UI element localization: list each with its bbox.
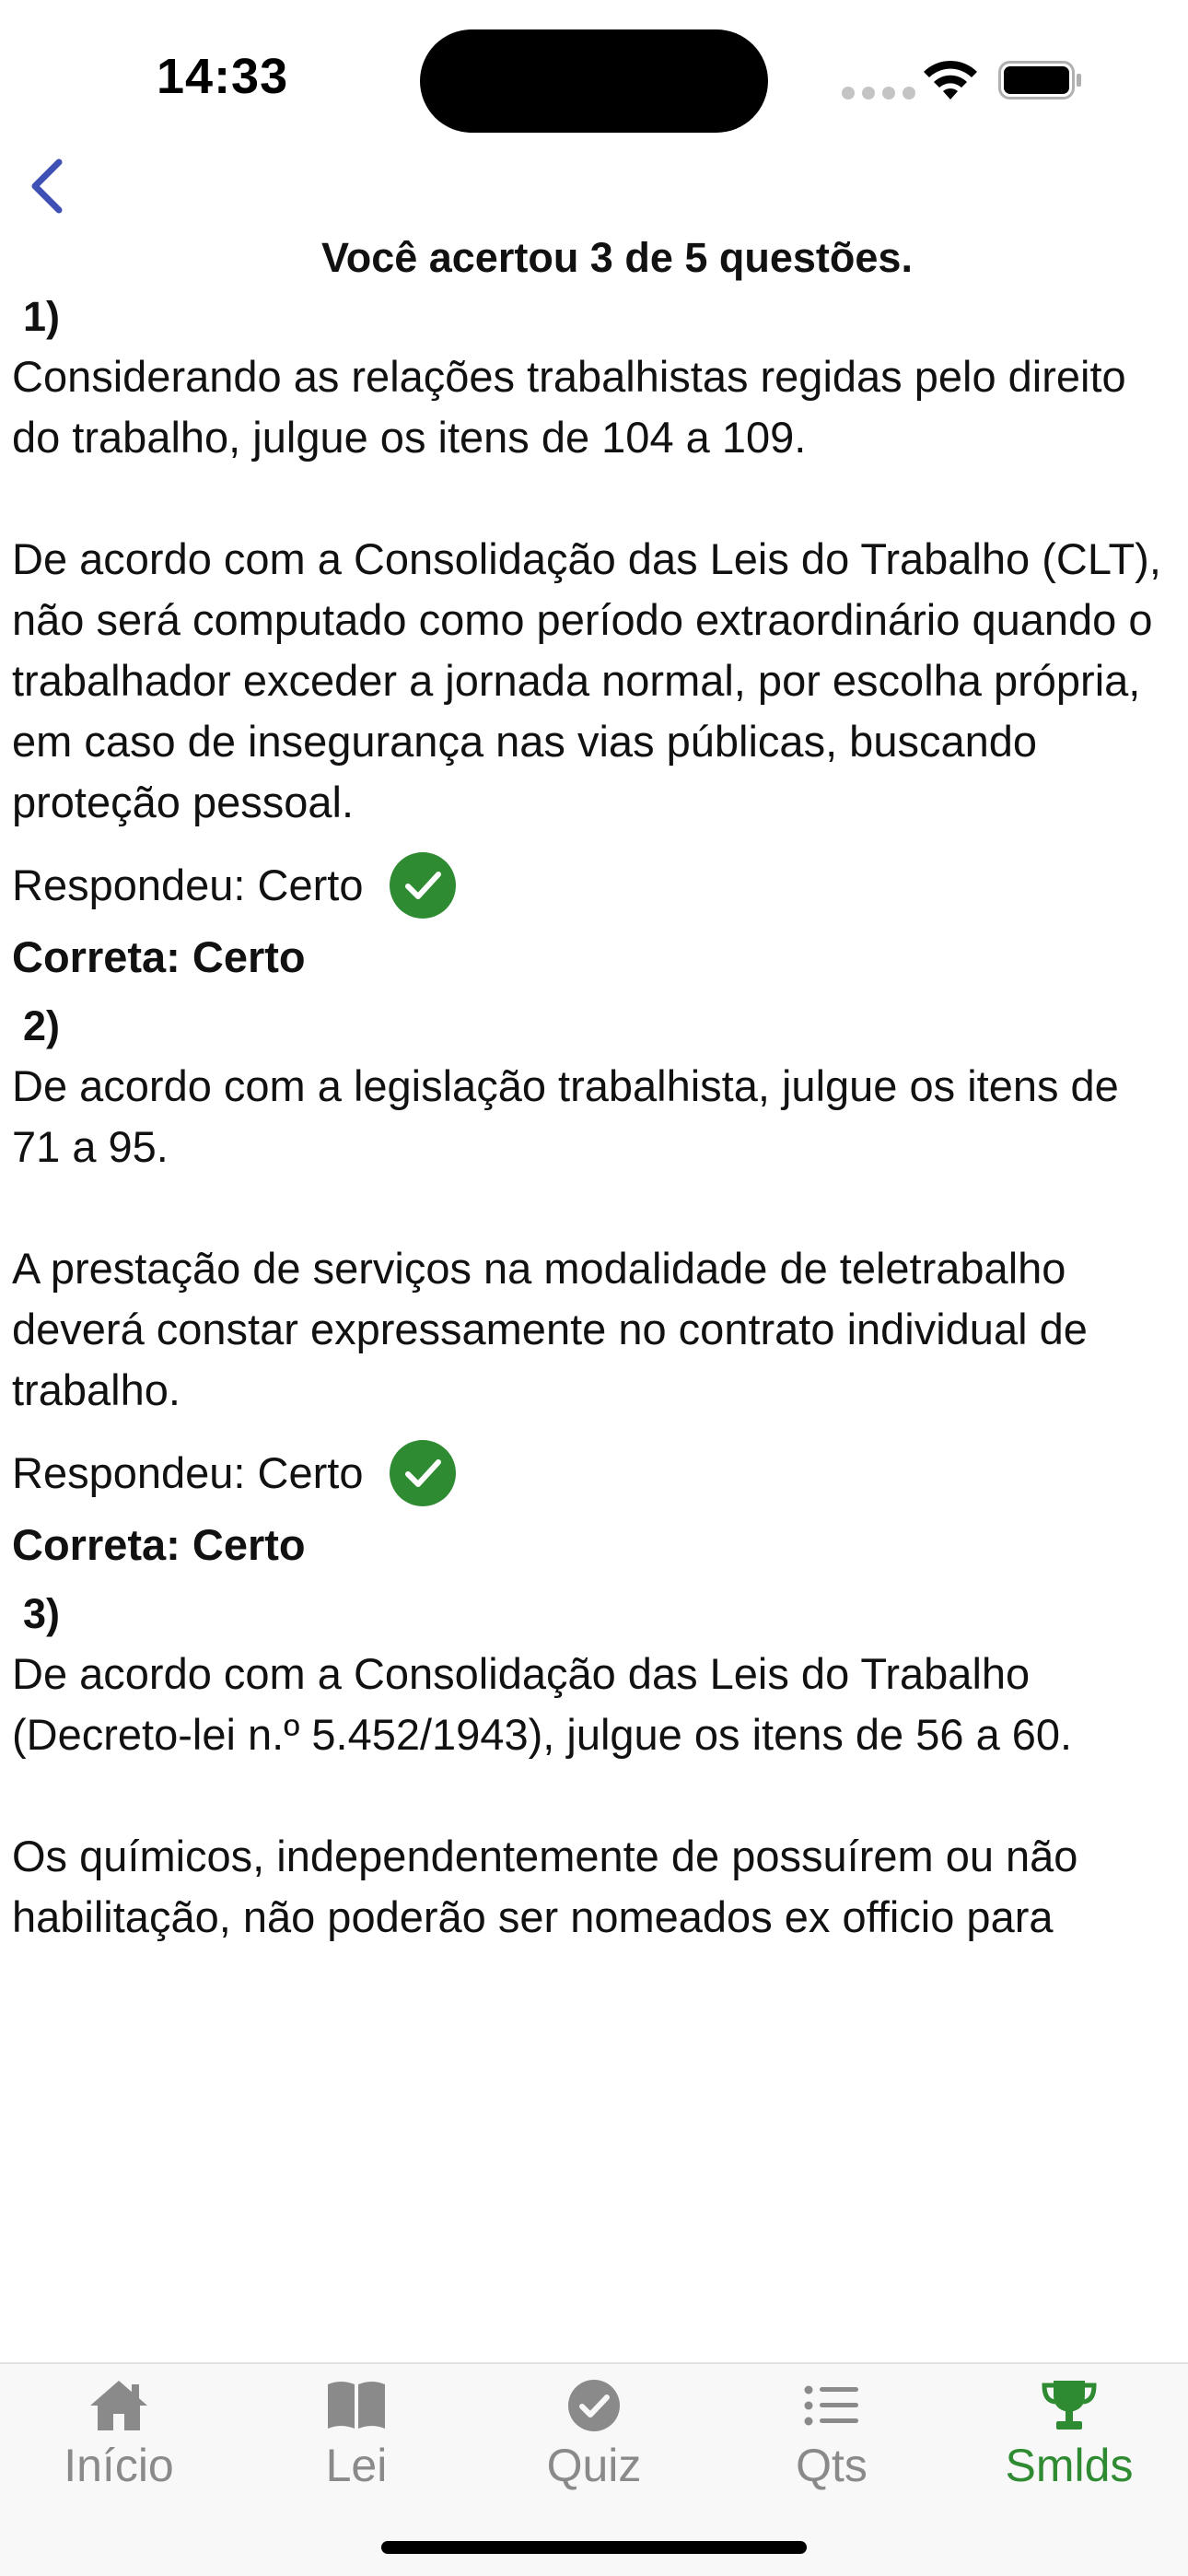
question-item xyxy=(12,1585,1176,1948)
tab-label: Smlds xyxy=(1005,2440,1134,2491)
answered-label: Respondeu: Certo xyxy=(12,1448,364,1497)
tab-smlds[interactable] xyxy=(950,2377,1188,2515)
tab-label: Quiz xyxy=(546,2440,642,2491)
home-indicator xyxy=(381,2541,807,2554)
cellular-signal-icon xyxy=(842,87,915,100)
tab-label: Qts xyxy=(796,2440,868,2491)
dynamic-island xyxy=(420,29,768,133)
tab-label: Lei xyxy=(325,2440,388,2491)
wifi-icon xyxy=(921,57,980,103)
correct-answer: Correta: Certo xyxy=(12,932,306,981)
list-icon xyxy=(799,2377,864,2434)
check-circle-icon xyxy=(389,1439,457,1507)
answered-row xyxy=(12,1432,1176,1515)
book-icon xyxy=(324,2377,389,2434)
question-text: Considerando as relações trabalhistas regidas pelo direito do trabalho, julgue os itens de 104 a 109. De acordo com a Consolidação das Leis do Trabalho (CLT), não será computado como período extraordinário quando o trabalhador exceder a jornada normal, por escolha própria, em caso de insegurança nas vias públicas, buscando proteção pessoal. xyxy=(12,352,1161,826)
answered-row xyxy=(12,844,1176,927)
chevron-left-icon xyxy=(35,162,59,210)
question-text: De acordo com a legislação trabalhista, julgue os itens de 71 a 95. A prestação de serviços na modalidade de teletrabalho deverá constar expressamente no contrato individual de trabalho. xyxy=(12,1061,1119,1414)
question-item xyxy=(12,997,1176,1585)
tab-quiz[interactable] xyxy=(475,2377,713,2515)
tab-lei[interactable] xyxy=(238,2377,475,2515)
tab-inicio[interactable] xyxy=(0,2377,238,2515)
question-item xyxy=(12,287,1176,997)
answered-label: Respondeu: Certo xyxy=(12,861,364,909)
tab-qts[interactable] xyxy=(713,2377,950,2515)
correct-answer: Correta: Certo xyxy=(12,1520,306,1569)
home-icon xyxy=(87,2377,151,2434)
back-button[interactable] xyxy=(20,153,76,219)
quiz-results xyxy=(12,228,1176,1948)
question-text: De acordo com a Consolidação das Leis do Trabalho (Decreto-lei n.º 5.452/1943), julgue os itens de 56 a 60. Os químicos, independentemente de possuírem ou não habilitação, não poderão ser nomeados ex officio para xyxy=(12,1649,1078,1941)
status-time: 14:33 xyxy=(157,49,289,104)
question-number: 3) xyxy=(23,1590,61,1637)
result-summary: Você acertou 3 de 5 questões. xyxy=(321,234,913,281)
question-number: 1) xyxy=(23,293,61,340)
status-bar xyxy=(0,0,1188,157)
trophy-icon xyxy=(1037,2377,1101,2434)
question-number: 2) xyxy=(23,1002,61,1049)
tab-label: Início xyxy=(64,2440,174,2491)
battery-icon xyxy=(998,61,1083,100)
check-circle-icon xyxy=(389,851,457,919)
check-circle-icon xyxy=(562,2377,626,2434)
